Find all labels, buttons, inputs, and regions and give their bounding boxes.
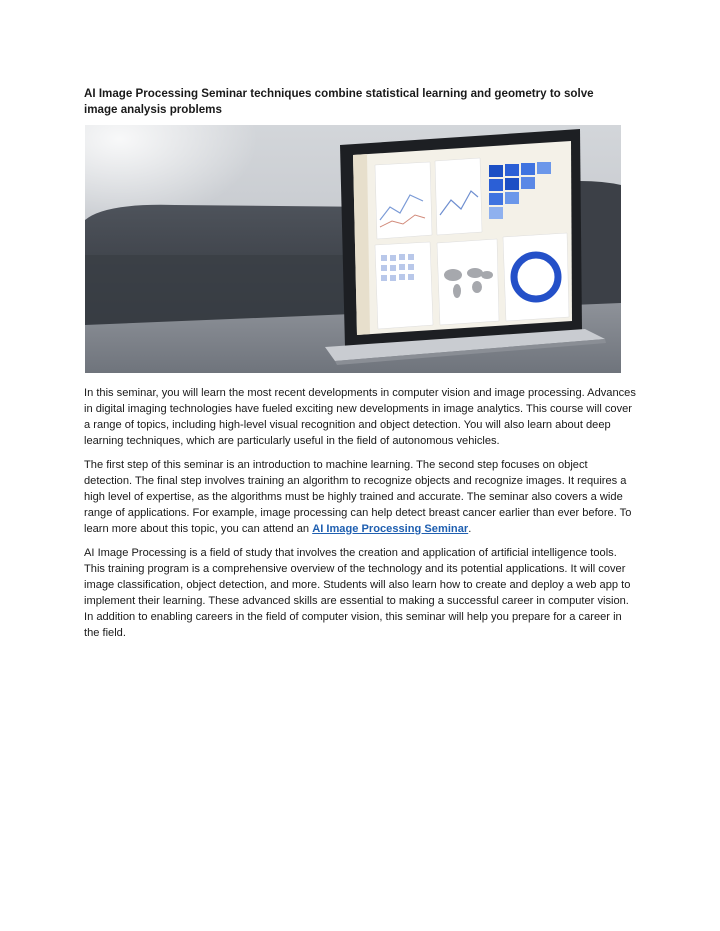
paragraph-2: The first step of this seminar is an introduction to machine learning. The second step focuses on object detection. The final step involves training an algorithm to recognize objects and recognize images. It requires a high level of expertise, as the algorithms must be highly trained and accurate. The seminar also covers a wide range of applications. For example, image processing can help detect breast cancer earlier than ever before. To learn more about this topic, you can attend an AI Image Processing Seminar. [84, 459, 632, 535]
paragraph-1: In this seminar, you will learn the most recent developments in computer vision and image processing. Advances in digital imaging technologies have fueled exciting new developments in image analytics. This course will cover a range of topics, including high-level visual recognition and object detection. You will also learn about deep learning techniques, which are particularly useful in the field of autonomous vehicles. [84, 387, 636, 447]
paragraph-3: AI Image Processing is a field of study that involves the creation and application of artificial intelligence tools. This training program is a comprehensive overview of the technology and its potential applications. It will cover image classification, object detection, and more. Students will also learn how to create and deploy a web app to implement their learning. These advanced skills are essential to making a successful career in computer vision. In addition to enabling careers in the field of computer vision, this seminar will help you prepare for a career in the field. [84, 547, 631, 639]
document-body [84, 386, 636, 650]
laptop-dashboard-photo [85, 125, 621, 373]
seminar-link[interactable]: AI Image Processing Seminar [312, 522, 469, 535]
laptop-photo-illustration [85, 125, 621, 373]
document-title: AI Image Processing Seminar techniques combine statistical learning and geometry to solve image analysis problems [84, 87, 594, 116]
